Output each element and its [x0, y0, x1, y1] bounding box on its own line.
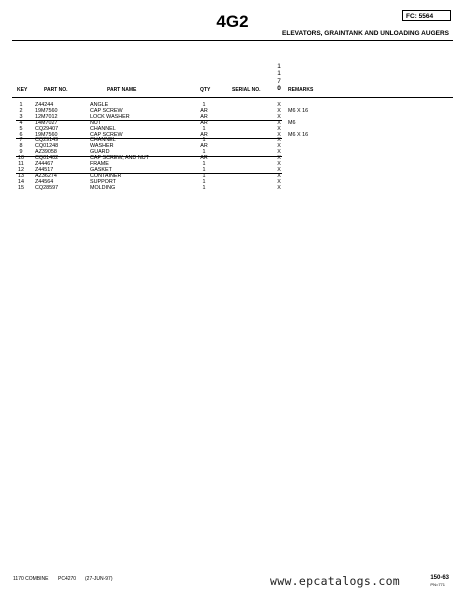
row-part-name: WASHER — [90, 143, 114, 150]
row-key: 13 — [18, 172, 24, 179]
row-part-no: Z44564 — [35, 178, 54, 185]
row-mark: X — [277, 178, 281, 185]
row-mark: X — [277, 107, 281, 114]
page-title: 4G2 — [216, 12, 249, 31]
row-part-no: CQ29149 — [35, 137, 59, 144]
row-part-name: NUT — [90, 119, 102, 126]
row-qty: 1 — [202, 178, 206, 185]
row-part-name: CAP SCREW, AND NUT — [90, 155, 149, 162]
col-part-name-header: PART NAME — [107, 87, 137, 93]
row-part-no: Z44467 — [35, 161, 54, 167]
row-key: 9 — [19, 149, 23, 156]
row-qty: 1 — [202, 161, 206, 167]
row-part-no: 14M7027 — [35, 119, 58, 126]
row-qty: AR — [200, 155, 208, 162]
row-part-name: LOCK WASHER — [90, 113, 130, 120]
col-qty-header: QTY — [200, 87, 211, 93]
fc-code-box: FC: 5564 — [402, 10, 451, 21]
row-qty: AR — [200, 143, 208, 150]
row-qty: 1 — [202, 102, 206, 108]
row-key: 2 — [19, 107, 23, 114]
row-remarks: M6 X 16 — [288, 131, 309, 138]
footer-catalog: PC4270 — [58, 576, 77, 582]
row-mark: X — [277, 102, 281, 108]
row-qty: 1 — [202, 172, 206, 179]
row-part-name: GASKET — [90, 166, 112, 173]
row-key: 5 — [19, 125, 23, 132]
row-part-name: CAP SCREW — [90, 107, 123, 114]
row-key: 4 — [19, 119, 23, 126]
page-sub: PN=771 — [430, 582, 445, 587]
row-part-name: CAP SCREW — [90, 131, 123, 138]
row-mark: X — [277, 161, 281, 167]
row-part-no: AZ39058 — [35, 149, 57, 156]
row-part-no: CQ29407 — [35, 125, 59, 132]
row-part-no: Z44517 — [35, 166, 54, 173]
row-mark: X — [277, 119, 281, 126]
row-part-no: 19M7560 — [35, 131, 58, 138]
col-remarks-header: REMARKS — [288, 87, 314, 93]
header-rule — [12, 40, 453, 41]
col-key-header: KEY — [17, 87, 28, 93]
section-title: ELEVATORS, GRAINTANK AND UNLOADING AUGERS — [282, 30, 449, 37]
table-header-rule — [12, 97, 453, 98]
row-mark: X — [277, 149, 281, 156]
row-part-no: CQ28597 — [35, 184, 59, 191]
row-mark: X — [277, 155, 281, 162]
col-serial-header: SERIAL NO. — [232, 87, 261, 93]
row-mark: X — [277, 166, 281, 173]
row-part-no: AZ36274 — [35, 172, 57, 179]
row-key: 7 — [19, 137, 23, 144]
row-qty: 1 — [202, 149, 206, 156]
row-part-name: ANGLE — [90, 102, 109, 108]
row-mark: X — [277, 131, 281, 138]
row-part-no: Z44244 — [35, 102, 54, 108]
vertical-model-heading — [276, 63, 282, 93]
col-part-no-header: PART NO. — [44, 87, 68, 93]
row-part-name: FRAME — [90, 161, 109, 167]
row-key: 1 — [19, 102, 23, 108]
row-part-name: MOLDING — [90, 184, 116, 191]
row-key: 15 — [18, 184, 24, 191]
vertical-digit: 1 — [277, 63, 281, 70]
row-qty: AR — [200, 107, 208, 114]
row-mark: X — [277, 184, 281, 191]
row-qty: AR — [200, 131, 208, 138]
row-part-no: 19M7560 — [35, 107, 58, 114]
row-key: 10 — [18, 155, 24, 162]
row-part-name: CHANNEL — [90, 125, 116, 132]
row-key: 11 — [18, 161, 24, 167]
vertical-digit: 0 — [277, 85, 281, 93]
row-mark: X — [277, 125, 281, 132]
row-part-name: SUPPORT — [90, 178, 116, 185]
row-remarks: M6 X 16 — [288, 107, 309, 114]
vertical-digit: 7 — [277, 77, 281, 85]
row-mark: X — [277, 143, 281, 150]
row-part-no: 12M7012 — [35, 113, 58, 120]
row-qty: 1 — [202, 137, 206, 144]
row-part-name: GUARD — [90, 149, 110, 156]
row-key: 14 — [18, 178, 24, 185]
vertical-digit: 1 — [277, 70, 281, 78]
row-qty: AR — [200, 119, 208, 126]
row-key: 6 — [19, 131, 23, 138]
row-mark: X — [277, 113, 281, 120]
footer-date: (27-JUN-97) — [85, 576, 113, 582]
row-qty: 1 — [202, 125, 206, 132]
row-key: 3 — [19, 113, 23, 120]
row-key: 12 — [18, 166, 24, 173]
row-qty: 1 — [202, 166, 206, 173]
row-qty: AR — [200, 113, 208, 120]
footer-model: 1170 COMBINE — [13, 576, 49, 582]
row-part-name: CHANNEL — [90, 137, 116, 144]
row-key: 8 — [19, 143, 23, 150]
row-remarks: M6 — [288, 119, 296, 126]
row-qty: 1 — [202, 184, 206, 191]
row-mark: X — [277, 172, 281, 179]
table-row — [0, 186, 465, 192]
watermark-url: www.epcatalogs.com — [270, 574, 401, 588]
row-mark: X — [277, 137, 281, 144]
row-part-no: CQ01248 — [35, 143, 59, 150]
row-part-name: CONTAINER — [90, 172, 122, 179]
row-part-no: CQ01402 — [35, 155, 59, 162]
page-number: 150-63 — [430, 575, 449, 581]
